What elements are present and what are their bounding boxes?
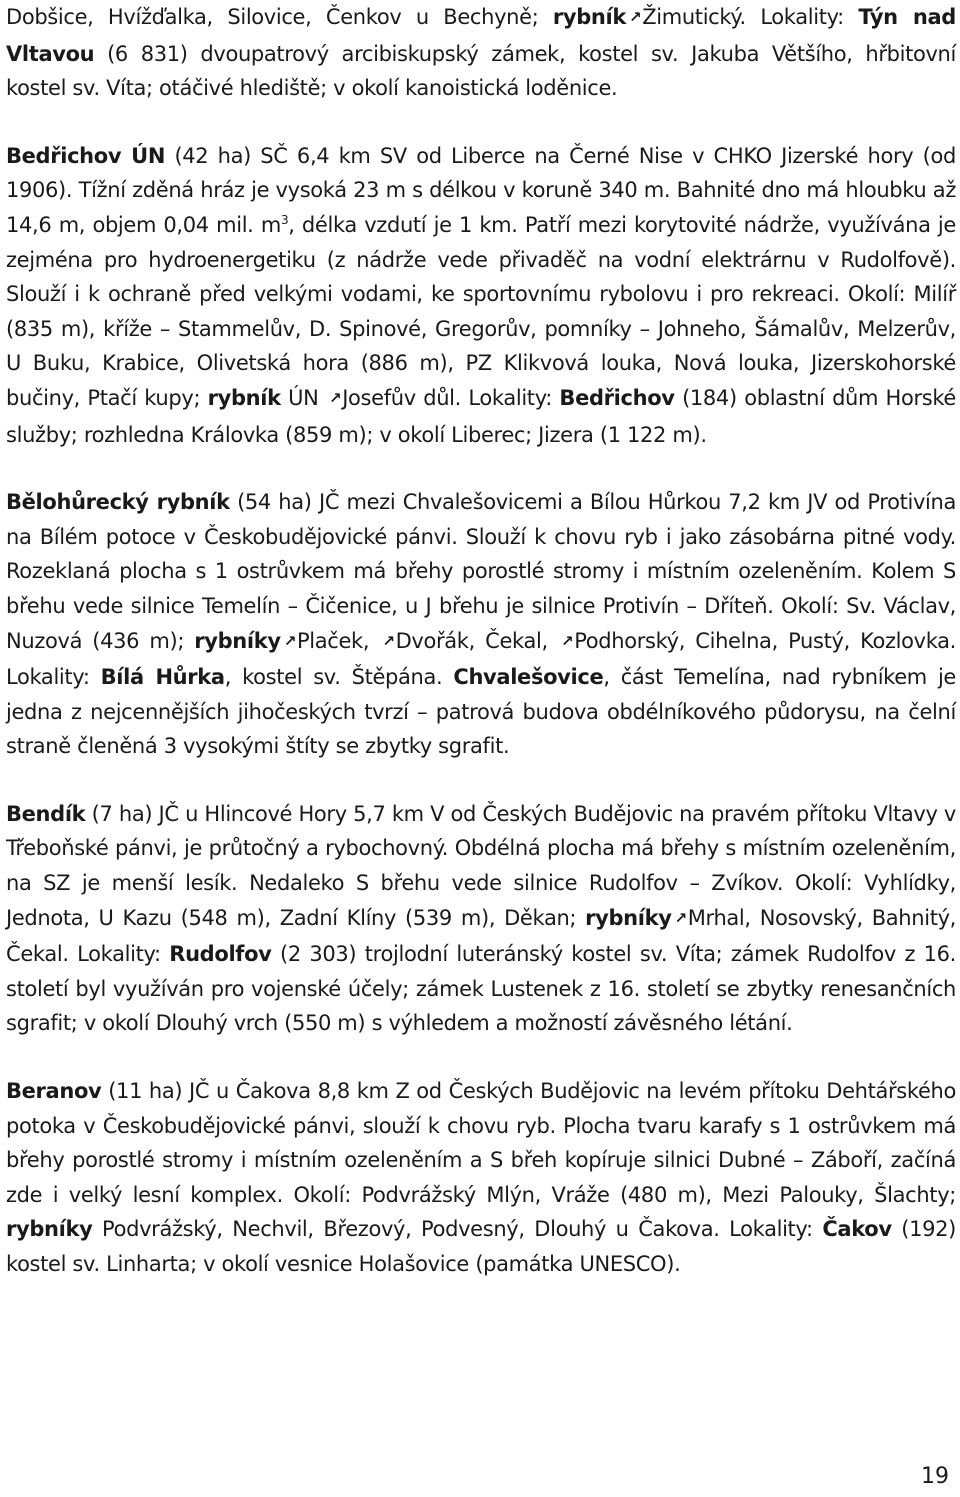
entry-continuation <box>6 0 956 106</box>
page-number: 19 <box>921 1464 949 1489</box>
bold-term: rybníky <box>6 1217 93 1242</box>
bold-term: rybník <box>552 5 626 29</box>
bold-term: Čakov <box>822 1217 892 1242</box>
text-run: (7 ha) JČ u Hlincové Hory 5,7 km V od Českých Budějovic na pravém přítoku Vltavy v Třeboňské pánvi, je průtočný a rybochovný. Obdélná plocha má břehy s místním ozeleněním, na SZ je menší lesík. Nedaleko S břehu vede silnice Rudolfov – Zvíkov. Okolí: Vyhlídky, Jednota, U Kazu (548 m), Zadní Klíny (539 m), Děkan; <box>6 801 956 930</box>
text-run: Žimutický. Lokality: <box>642 5 859 29</box>
text-run: (2 303) trojlodní luteránský kostel sv. Víta; zámek Rudolfov z 16. století byl využíván pro vojenské účely; zámek Lustenek z 16. století se zbytky renesančních sgrafit; v okolí Dlouhý vrch (550 m) s výhledem a možností závěsného létání. <box>6 942 957 1036</box>
text-run: , část Temelína, nad rybníkem je jedna z nejcennějších jihočeských tvrzí – patrová budova obdélníkového půdorysu, na čelní straně členěná 3 vysokými štíty se zbytky sgrafit. <box>6 665 957 759</box>
bold-term: rybníky <box>194 628 281 653</box>
arrow-reference-icon: ↗ <box>283 631 296 650</box>
entries-container <box>6 0 956 1282</box>
bold-term: Bílá Hůrka <box>100 665 225 690</box>
entry-bedrichov <box>6 139 956 452</box>
bold-term: Týn nad Vltavou <box>6 5 956 66</box>
text-run: Plaček, <box>296 628 380 653</box>
text-run: Dobšice, Hvížďalka, Silovice, Čenkov u Bechyně; <box>6 5 553 29</box>
arrow-reference-icon: ↗ <box>629 8 642 26</box>
text-run: ÚN <box>280 385 326 410</box>
arrow-reference-icon: ↗ <box>382 631 395 650</box>
text-run: (184) oblastní dům Horské služby; rozhledna Královka (859 m); v okolí Liberec; Jizera (1 122 m). <box>6 385 956 447</box>
entry-bendik <box>6 797 956 1041</box>
bold-term: Rudolfov <box>169 942 272 967</box>
superscript: 3 <box>280 212 289 227</box>
text-run: Dvořák, Čekal, <box>395 628 559 653</box>
bold-term: rybník <box>207 385 281 410</box>
bold-term: Bělohůrecký rybník <box>6 490 230 515</box>
text-run: (192) kostel sv. Linharta; v okolí vesnice Holašovice (památka UNESCO). <box>6 1217 956 1276</box>
text-run: (42 ha) SČ 6,4 km SV od Liberce na Černé Nise v CHKO Jizerské hory (od 1906). Tížní zděná hráz je vysoká 23 m s délkou v koruně 340 m. Bahnité dno má hloubku až 14,6 m, objem 0,04 mil. m <box>6 143 956 237</box>
entry-beranov <box>6 1074 956 1282</box>
text-run: Podvrážský, Nechvil, Březový, Podvesný, Dlouhý u Čakova. Lokality: <box>92 1217 823 1242</box>
arrow-reference-icon: ↗ <box>674 908 687 927</box>
text-run: , kostel sv. Štěpána. <box>224 665 454 690</box>
text-run: , délka vzdutí je 1 km. Patří mezi korytovité nádrže, využívána je zejména pro hydroenergetiku (z nádrže vede přivaděč na vodní elektrárnu v Rudolfově). Slouží i k ochraně před velkými vodami, ke sportovnímu rybolovu i pro rekreaci. Okolí: Milíř (835 m), kříže – Stammelův, D. Spinové, Gregorův, pomníky – Johneho, Šámalův, Melzerův, U Buku, Krabice, Olivetská hora (886 m), PZ Klikvová louka, Nová louka, Jizerskohorské bučiny, Ptačí kupy; <box>6 212 956 410</box>
bold-term: Bedřichov ÚN <box>6 143 166 168</box>
text-run: (6 831) dvoupatrový arcibiskupský zámek, kostel sv. Jakuba Většího, hřbitovní kostel sv. Víta; otáčivé hlediště; v okolí kanoistická loděnice. <box>6 41 956 101</box>
bold-term: Bedřichov <box>559 385 675 410</box>
bold-term: Bendík <box>6 801 86 826</box>
text-run: Podhorský, Cihelna, Pustý, Kozlovka. Lokality: <box>6 628 957 690</box>
bold-term: Beranov <box>6 1079 102 1104</box>
text-run: Josefův důl. Lokality: <box>342 385 560 410</box>
page <box>6 0 956 1315</box>
text-run: Mrhal, Nosovský, Bahnitý, Čekal. Lokality: <box>6 905 956 967</box>
arrow-reference-icon: ↗ <box>328 388 342 407</box>
text-run: (54 ha) JČ mezi Chvalešovicemi a Bílou Hůrkou 7,2 km JV od Protivína na Bílém potoce v Českobudějovické pánvi. Slouží k chovu ryb i jako zásobárna pitné vody. Rozeklaná plocha s 1 ostrůvkem má břehy porostlé stromy i místním ozeleněním. Kolem S břehu vede silnice Temelín – Čičenice, u J břehu je silnice Protivín – Dříteň. Okolí: Sv. Václav, Nuzová (436 m); <box>6 490 956 653</box>
bold-term: Chvalešovice <box>453 665 604 690</box>
entry-belohurecky <box>6 485 956 764</box>
arrow-reference-icon: ↗ <box>561 631 574 650</box>
bold-term: rybníky <box>585 905 672 930</box>
text-run: (11 ha) JČ u Čakova 8,8 km Z od Českých Budějovic na levém přítoku Dehtářského potoka v Českobudějovické pánvi, slouží k chovu ryb. Plocha tvaru karafy s 1 ostrůvkem má břehy porostlé stromy i místním ozeleněním a S břeh kopíruje silnici Dubné – Záboří, začíná zde i velký lesní komplex. Okolí: Podvrážský Mlýn, Vráže (480 m), Mezi Palouky, Šlachty; <box>6 1079 956 1207</box>
